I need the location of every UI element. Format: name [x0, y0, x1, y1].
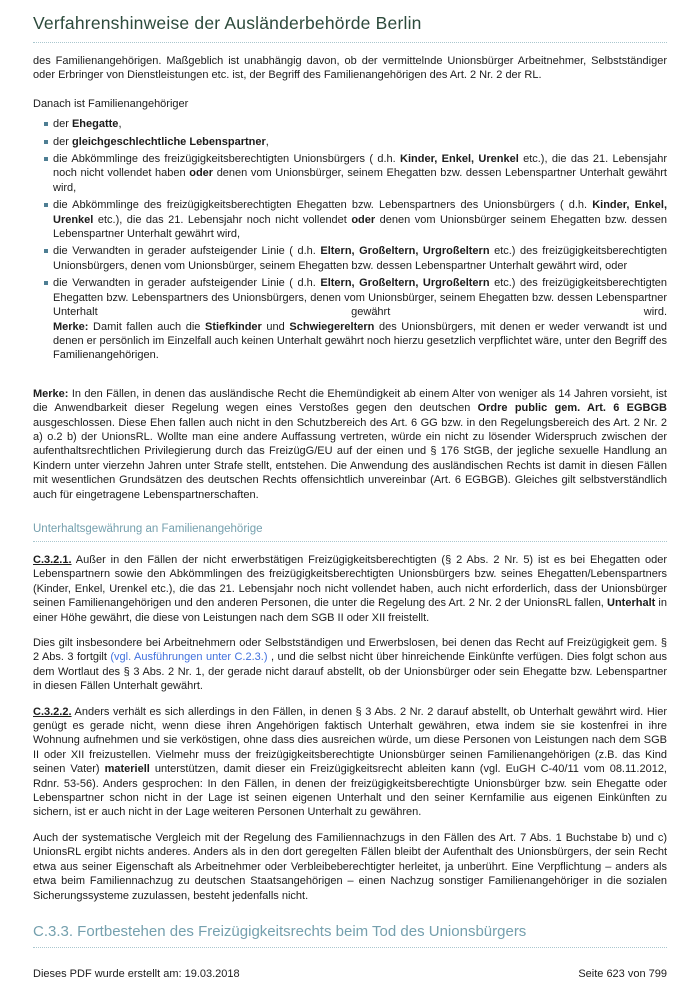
text-run: die Verwandten in gerader aufsteigender Linie ( d.h. — [53, 245, 321, 258]
paragraph-c321 — [33, 553, 667, 625]
bullet-square-icon — [44, 281, 48, 285]
text-run: der — [53, 135, 72, 148]
text-run: oder — [351, 213, 376, 226]
paragraph-c322 — [33, 705, 667, 820]
footer-page-number: Seite 623 von 799 — [578, 968, 667, 980]
list-item — [44, 117, 667, 131]
text-run: des Unionsbürgers, mit denen er weder verwandt ist und denen er persönlich im Einzelfall auch keinen Unterhalt gewährt noch hierzu gesetzlich verpflichtet wäre, unter den Begriff des Familienangehörigen. — [53, 320, 667, 362]
paragraph-dies-gilt — [33, 636, 667, 694]
footer-created-date: Dieses PDF wurde erstellt am: 19.03.2018 — [33, 968, 240, 980]
text-run: Kinder, Enkel, Urenkel — [400, 153, 519, 166]
text-run: denen vom Unionsbürger, seinem Ehegatten bzw. dessen Lebenspartner Unterhalt gewährt wird, — [53, 167, 667, 194]
text-run: Damit fallen auch die — [88, 320, 205, 333]
list-item — [44, 198, 667, 241]
list-item-text — [53, 244, 667, 273]
list-item — [44, 276, 667, 362]
paragraph-auch — [33, 831, 667, 903]
text-run: Auch der systematische Vergleich mit der Regelung des Familiennachzugs in den Fällen des Art. 7 Abs. 1 Buchstabe b) und c) UnionsRL ergibt nichts anderes. Anders als in den dort geregelten Fällen bleibt der Aufenthalt des Unionsbürgers, der sein Recht etwa aus seiner Eigenschaft als Arbeitnehmer oder Verbleibeberechtigter herleitet, ja unberührt. Eine Verpflichtung – anders als etwa beim Familiennachzug zu deutschen Staatsangehörigen – einen Nachzug sonstiger Familienangehöriger in die sozialen Sicherungssysteme zuzulassen, besteht jedenfalls nicht. — [33, 831, 667, 902]
text-run: Ordre public gem. Art. 6 EGBGB — [477, 402, 667, 415]
text-run: Ehegatte — [71, 118, 119, 131]
text-run: gleichgeschlechtliche Lebenspartner — [71, 135, 266, 148]
text-run: Außer in den Fällen der nicht erwerbstätigen Freizügigkeitsberechtigten (§ 2 Abs. 2 Nr. 5) ist es bei Ehegatten oder Lebenspartnern sowie den Abkömmlingen des freizügigkeitsberechtigten Unionsbürgers bzw. seines Ehegatten/Lebenspartners (Kinder, Enkel, Urenkel etc.), die das 21. Lebensjahr noch nicht vollendet haben, auch nicht erforderlich, dass der Unionsbürger seinen Familienangehörigen und den anderen Personen, die unter die Regelung des Art. 2 Nr. 2 der UnionsRL fallen, — [33, 553, 667, 610]
text-run: C.3.2.1. — [33, 553, 72, 566]
text-run: Merke: — [53, 320, 89, 333]
text-run: C.3.2.2. — [33, 705, 72, 718]
text-run: die Abkömmlinge des freizügigkeitsberechtigten Unionsbürgers ( d.h. — [53, 153, 401, 166]
document-title: Verfahrenshinweise der Ausländerbehörde Berlin — [33, 13, 667, 43]
text-run: , und die selbst nicht über hinreichende Einkünfte verfügen. Dies folgt schon aus dem Wortlaut des § 3 Abs. 2 Nr. 1, der gerade nicht darauf abstellt, ob der Unionsbürger oder sein Ehegatte bzw. Lebenspartner in diesen Fällen Unterhalt gewährt. — [33, 651, 667, 693]
list-item — [44, 152, 667, 195]
list-item — [44, 244, 667, 273]
text-run: etc.), die das 21. Lebensjahr noch nicht vollendet — [93, 213, 352, 226]
list-item — [44, 135, 667, 149]
section-heading-unterhaltsgewaehrung: Unterhaltsgewährung an Familienangehörige — [33, 522, 667, 542]
text-run: die Verwandten in gerader aufsteigender Linie ( d.h. — [53, 277, 321, 290]
list-item-text — [53, 152, 667, 195]
bullet-square-icon — [44, 140, 48, 144]
text-run: Anders verhält es sich allerdings in den Fällen, in denen § 3 Abs. 2 Nr. 2 darauf abstellt, ob Unterhalt gewährt wird. Hier genügt es gerade nicht, wenn diese ihren Angehörigen faktisch Unterhalt gewähren, etwa indem sie sie kostenfrei in ihre Wohnung aufnehmen und sie verköstigen, ohne dass dies ausreichen würde, um diese Personen von Leistungen nach dem SGB II oder XII freizustellen. Vielmehr muss der freizügigkeitsberechtigte Unionsbürger seinen Familienangehörigen (z.B. das Kind seinen Vater) — [33, 705, 667, 776]
list-item-text — [53, 276, 667, 319]
text-run: in einer Höhe gewährt, die diese von Leistungen nach dem SGB II oder XII freistellt. — [33, 597, 667, 624]
text-run: Dies gilt insbesondere bei Arbeitnehmern oder Selbstständigen und Erwerbslosen, bei denen das Recht auf Freizügigkeit gem. § 2 Abs. 3 fortgilt — [33, 637, 667, 664]
text-run: oder — [189, 167, 214, 180]
text-run: etc.) des freizügigkeitsberechtigten Unionsbürgers, denen vom Unionsbürger, seinem Ehegatten bzw. dessen Lebenspartner Unterhalt gewährt wird, oder — [53, 245, 667, 272]
text-run: und — [261, 320, 290, 333]
list-item-text — [53, 135, 667, 149]
intro-paragraph — [33, 54, 667, 83]
lead-paragraph: Danach ist Familienangehöriger — [33, 97, 189, 110]
text-run: Unterhalt — [607, 597, 656, 610]
text-run: etc.), die das 21. Lebensjahr noch nicht vollendet haben — [53, 153, 667, 180]
text-run: , — [265, 135, 269, 148]
merke-paragraph — [33, 387, 667, 502]
text-run: Stiefkinder — [204, 320, 262, 333]
text-run: materiell — [104, 763, 150, 776]
text-run: Kinder, Enkel, Urenkel — [53, 199, 667, 226]
list-item-text — [53, 198, 667, 241]
family-member-list — [33, 117, 667, 363]
text-run: ausgeschlossen. Diese Ehen fallen auch nicht in den Schutzbereich des Art. 6 GG bzw. in den Regelungsbereich des Art. 2 Nr. 2 a) o.2 b) der UnionsRL. Wollte man eine andere Auffassung vertreten, würde ein nicht zu lösender Widerspruch zwischen der aufenthaltsrechtlichen Privilegierung durch das FreizügG/EU auf der einen und § 176 StGB, der jegliche sexuelle Handlung an Kindern unter vierzehn Jahren unter Strafe stellt, entstehen. Die Anwendung des ausländischen Rechts ist damit in diesen Fällen mit wesentlichen Grundsätzen des deutschen Rechts offensichtlich unvereinbar (Art. 6 EGBGB). Gleiches gilt selbstverständlich auch für eingetragene Lebenspartnerschaften. — [33, 416, 667, 501]
page-footer — [33, 968, 667, 981]
text-run: unterstützen, damit dieser ein Freizügigkeitsrecht ableiten kann (vgl. EuGH C-40/11 vom 08.11.2012, Rdnr. 53-56). Anders gesprochen: In den Fällen, in denen der freizügigkeitsberechtigte Unionsbürger bzw. sein Ehegatte oder Lebenspartner schon nicht in der Lage ist seinen eigenen Unterhalt und den seiner Kernfamilie aus eigenen Einkünften zu sichern, ist er auch nicht in der Lage weiteren Personen Unterhalt zu gewähren. — [33, 763, 667, 819]
text-run: der — [53, 118, 72, 131]
text-run: des Familienangehörigen. Maßgeblich ist unabhängig davon, ob der vermittelnde Unionsbürger Arbeitnehmer, Selbstständiger oder Erbringer von Dienstleistungen etc. ist, der Begriff des Familienangehörigen des Art. 2 Nr. 2 der RL. — [33, 55, 667, 82]
cross-reference-link[interactable]: (vgl. Ausführungen unter C.2.3.) — [110, 651, 268, 664]
text-run: In den Fällen, in denen das ausländische Recht die Ehemündigkeit ab einem Alter von weniger als 14 Jahren vorsieht, ist die Anwendbarkeit dieser Regelung wegen eines Verstoßes gegen den deutschen — [33, 387, 667, 415]
list-item-text — [53, 117, 667, 131]
text-run: etc.) des freizügigkeitsberechtigten Ehegatten bzw. Lebenspartners des Unionsbürgers, denen vom Unionsbürger, seinem Ehegatten bzw. dessen Lebenspartner Unterhalt gewährt wird. — [53, 277, 667, 319]
text-run: Merke: — [33, 387, 69, 400]
list-item-merke-text — [53, 320, 667, 363]
bullet-square-icon — [44, 249, 48, 253]
bullet-square-icon — [44, 157, 48, 161]
text-run: , — [118, 118, 122, 131]
section-heading-c33: C.3.3. Fortbestehen des Freizügigkeitsrechts beim Tod des Unionsbürgers — [33, 922, 667, 948]
text-run: Eltern, Großeltern, Urgroßeltern — [320, 277, 490, 290]
text-run: Eltern, Großeltern, Urgroßeltern — [320, 245, 490, 258]
bullet-square-icon — [44, 203, 48, 207]
text-run: die Abkömmlinge des freizügigkeitsberechtigten Ehegatten bzw. Lebenspartners des Unionsbürgers ( d.h. — [53, 199, 593, 212]
bullet-square-icon — [44, 122, 48, 126]
text-run: denen vom Unionsbürger seinem Ehegatten bzw. dessen Lebenspartner Unterhalt gewährt wird, — [53, 213, 667, 241]
text-run: Schwiegereltern — [289, 320, 375, 333]
